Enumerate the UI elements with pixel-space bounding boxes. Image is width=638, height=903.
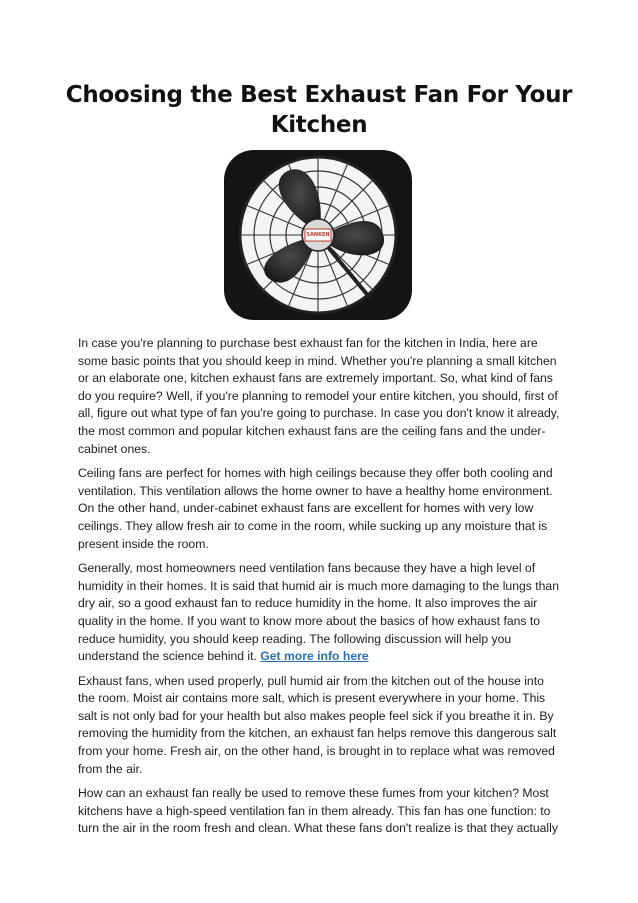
page-title: Choosing the Best Exhaust Fan For Your Kitchen <box>65 82 573 138</box>
fan-brand-label: SANKEN <box>306 232 330 238</box>
paragraph-text: Generally, most homeowners need ventilation fans because they have a high level of humidity in their homes. It is said that humid air is much more damaging to the lungs than dry air, so a good exhaust fan to reduce humidity in the home. It also improves the air quality in the home. If you want to know more about the basics of how exhaust fans to reduce humidity, you should keep reading. The following discussion will help you understand the science behind it. <box>78 561 559 664</box>
exhaust-fan-image <box>220 148 416 324</box>
get-more-info-link[interactable]: Get more info here <box>260 649 369 664</box>
paragraph: Ceiling fans are perfect for homes with high ceilings because they offer both cooling and ventilation. This ventilation allows the home owner to have a healthy home environment. On the other hand, under-cabinet exhaust fans are excellent for homes with very low ceilings. They allow fresh air to come in the room, while sucking up any moisture that is present inside the room. <box>78 466 553 551</box>
paragraph: How can an exhaust fan really be used to remove these fumes from your kitchen? Most kitchens have a high-speed ventilation fan in them already. This fan has one function: to turn the air in the room fresh and clean. What these fans don't realize is that they actually <box>78 786 558 836</box>
paragraph: Exhaust fans, when used properly, pull humid air from the kitchen out of the house into the room. Moist air contains more salt, which is present everywhere in your home. This salt is not only bad for your health but also makes people feel sick if you breathe it in. By removing the humidity from the kitchen, an exhaust fan helps remove this dangerous salt from your home. Fresh air, on the other hand, is brought in to replace what was removed from the air. <box>78 673 557 776</box>
paragraph <box>78 560 563 666</box>
paragraph: In case you're planning to purchase best exhaust fan for the kitchen in India, here are some basic points that you should keep in mind. Whether you're planning a small kitchen or an elaborate one, kitchen exhaust fans are extremely important. So, what kind of fans do you require? Well, if you're planning to remodel your entire kitchen, you should, first of all, figure out what type of fan you're going to purchase. In case you don't know it already, the most common and popular kitchen exhaust fans are the ceiling fans and the under-cabinet ones. <box>78 336 560 456</box>
article-body <box>78 335 563 845</box>
